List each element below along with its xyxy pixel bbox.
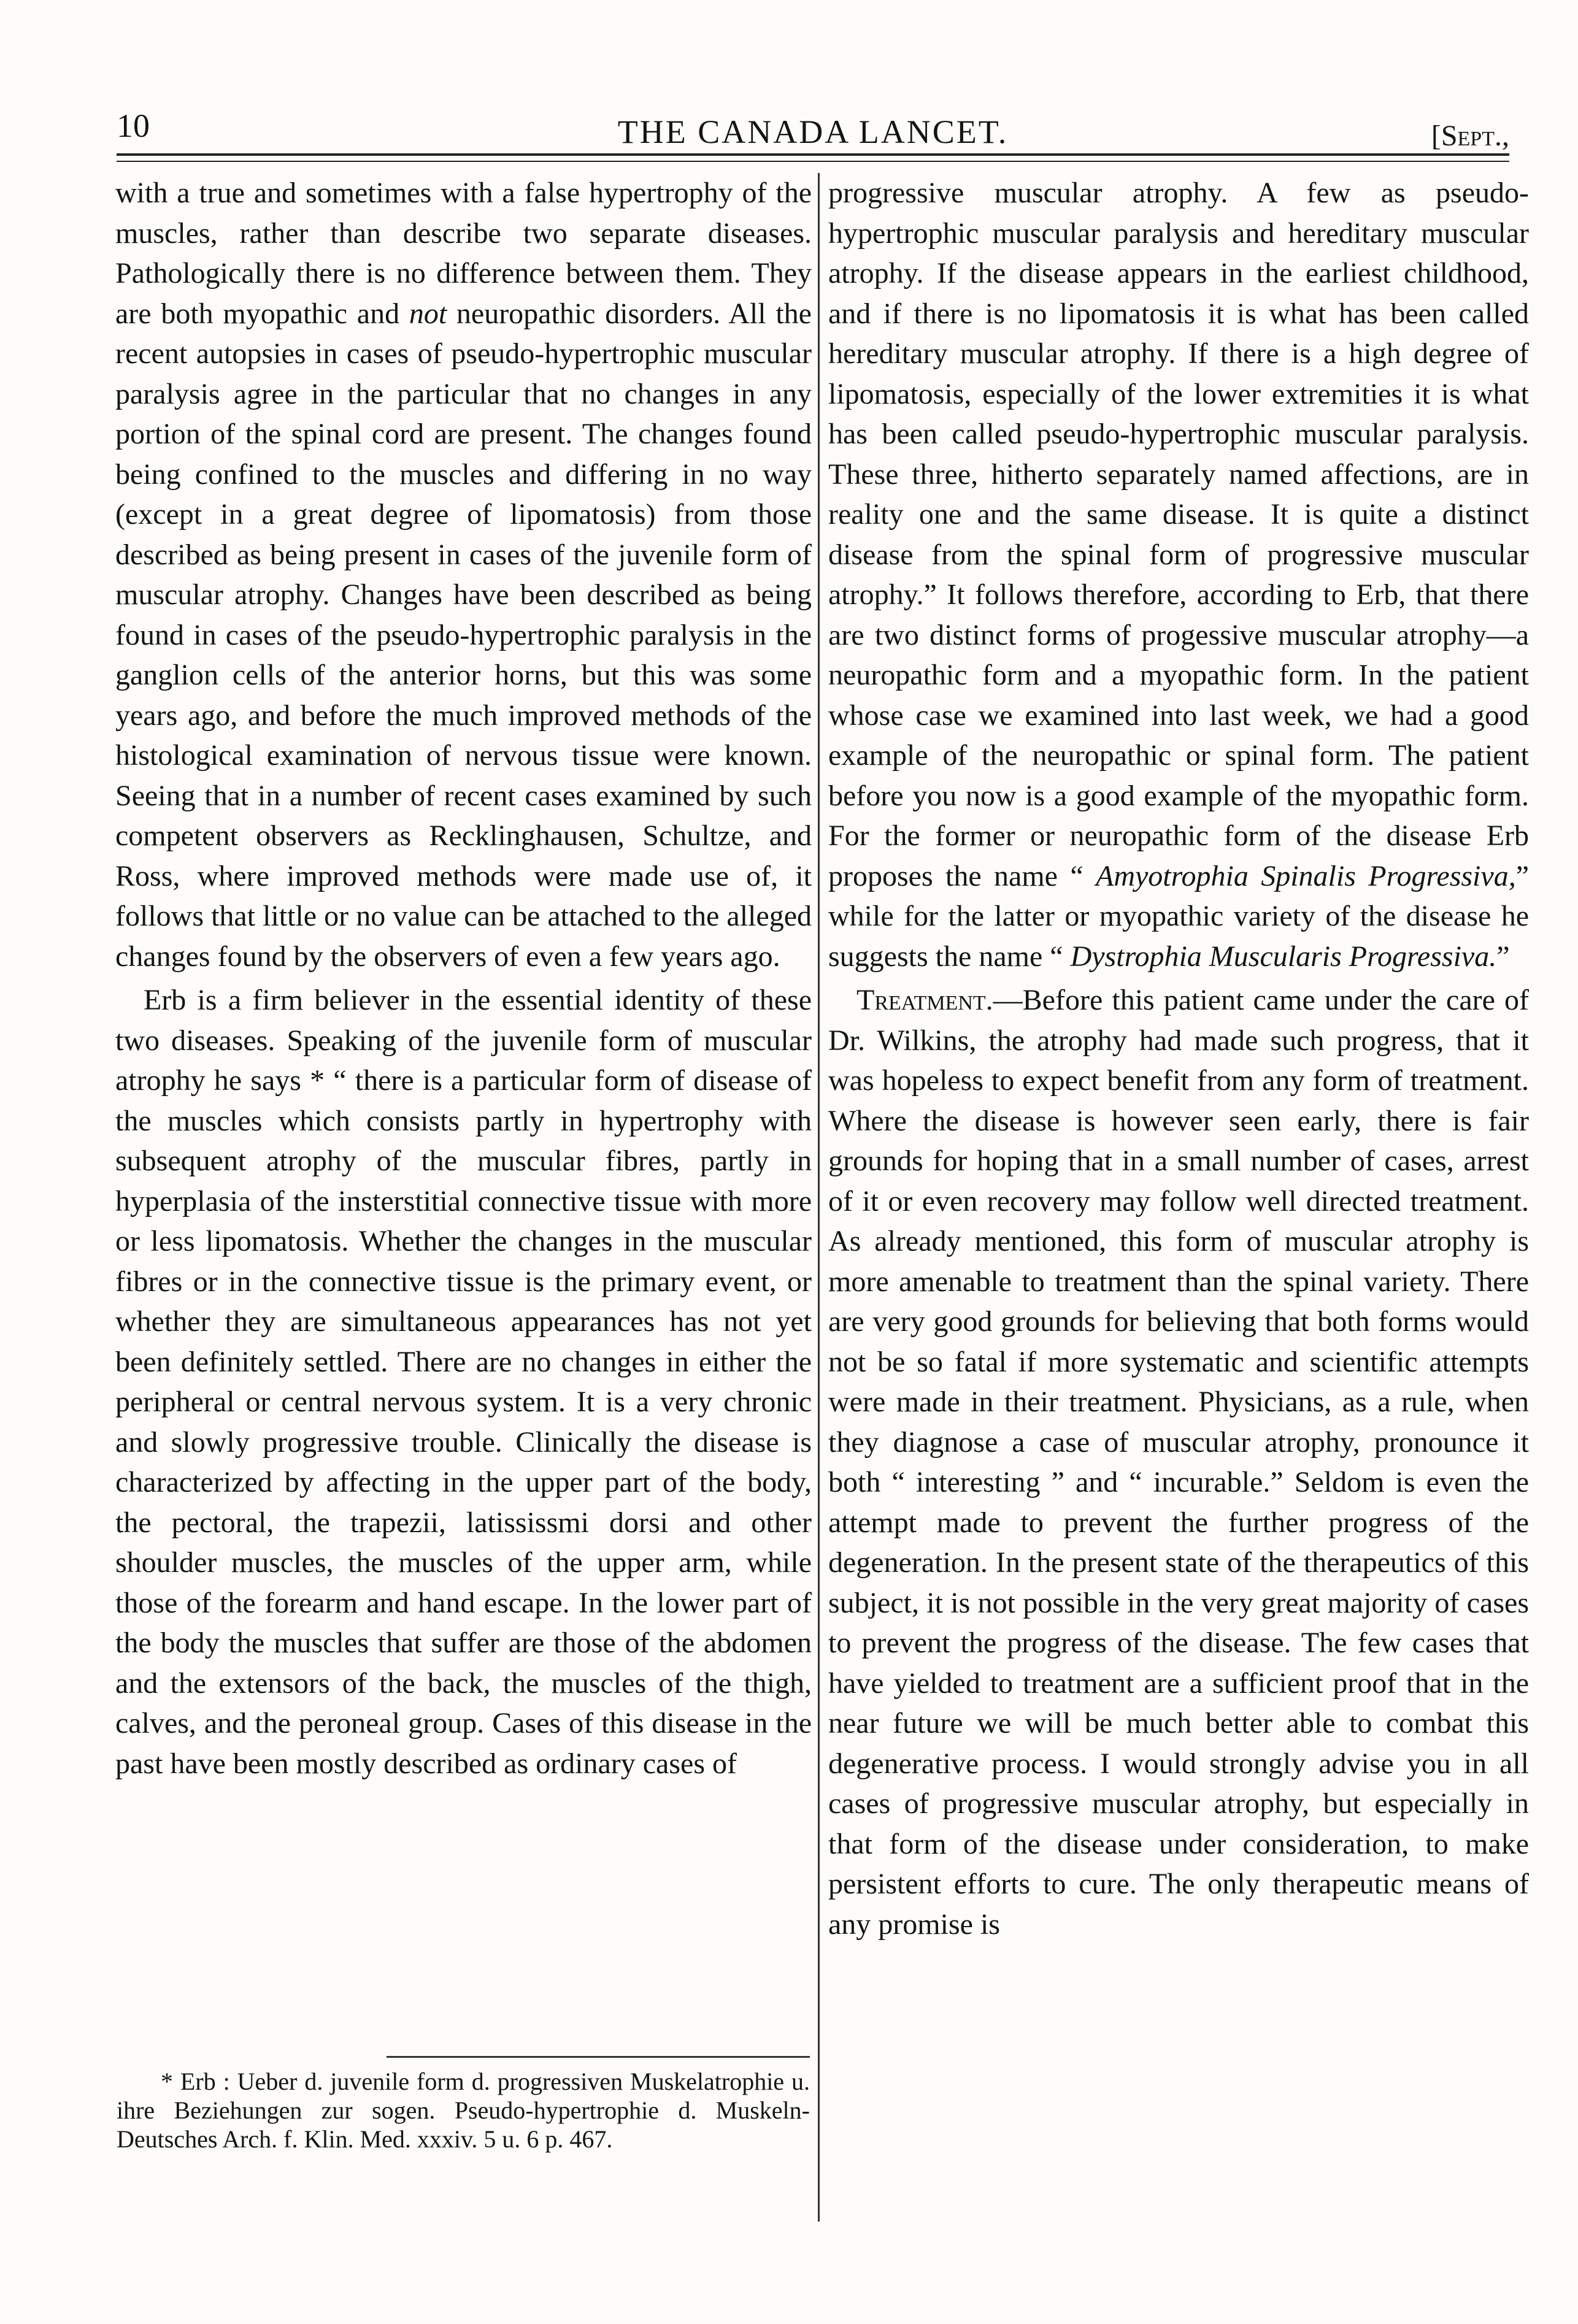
journal-title: THE CANADA LANCET. xyxy=(617,113,1009,150)
emphasis: Amyotrophia Spinalis Progressiva, xyxy=(1096,859,1516,892)
page-header xyxy=(117,104,1509,159)
header-rule-thick xyxy=(117,153,1509,156)
footnote-text: * Erb : Ueber d. juvenile form d. progressiven Muskelatrophie u. ihre Beziehungen zur sogen. Pseudo-hypertrophie d. Muskeln-Deutsches Arch. f. Klin. Med. xxxiv. 5 u. 6 p. 467. xyxy=(117,2068,810,2153)
footnote-rule xyxy=(387,2056,810,2058)
footnote xyxy=(117,2067,810,2153)
right-column xyxy=(828,173,1529,1944)
paragraph: with a true and sometimes with a false hypertrophy of the muscles, rather than describe two separate diseases. Pathologically there is no difference between them. They are both myopathic and not neuropathic disorders. All the recent autopsies in cases of pseudo-hypertrophic muscular paralysis agree in the particular that no changes in any portion of the spinal cord are present. The changes found being confined to the muscles and differing in no way (except in a great degree of lipomatosis) from those described as being present in cases of the juvenile form of muscular atrophy. Changes have been described as being found in cases of the pseudo-hypertrophic paralysis in the ganglion cells of the anterior horns, but this was some years ago, and before the much improved methods of the histological examination of nervous tissue were known. Seeing that in a number of recent cases examined by such competent observers as Recklinghausen, Schultze, and Ross, where improved methods were made use of, it follows that little or no value can be attached to the alleged changes found by the observers of even a few years ago. xyxy=(115,177,812,973)
paragraph: progressive muscular atrophy. A few as pseudo-hypertrophic muscular paralysis and hereditary muscular atrophy. If the disease appears in the earliest childhood, and if there is no lipomatosis it is what has been called hereditary muscular atrophy. If there is a high degree of lipomatosis, especially of the lower extremities it is what has been called pseudo-hypertrophic muscular paralysis. These three, hitherto separately named affections, are in reality one and the same disease. It is quite a distinct disease from the spinal form of progressive muscular atrophy.” It follows therefore, according to Erb, that there are two distinct forms of progessive muscular atrophy—a neuropathic form and a myopathic form. In the patient whose case we examined into last week, we had a good example of the neuropathic or spinal form. The patient before you now is a good example of the myopathic form. For the former or neuropathic form of the disease Erb proposes the name “ Amyotrophia Spinalis Progressiva,” while for the latter or myopathic variety of the disease he suggests the name “ Dystrophia Muscularis Progressiva.” xyxy=(828,177,1530,973)
section-lead: Treatment. xyxy=(856,984,993,1016)
page-number: 10 xyxy=(117,107,150,144)
header-rule-thin xyxy=(117,161,1509,162)
emphasis: not xyxy=(409,297,447,330)
emphasis: Dystrophia Muscularis Progressiva. xyxy=(1070,940,1497,973)
column-divider xyxy=(818,173,820,2222)
paragraph: Treatment.—Before this patient came under the care of Dr. Wilkins, the atrophy had made such progress, that it was hopeless to expect benefit from any form of treatment. Where the disease is however seen early, there is fair grounds for hoping that in a small number of cases, arrest of it or even recovery may follow well directed treatment. As already mentioned, this form of muscular atrophy is more amenable to treatment than the spinal variety. There are very good grounds for believing that both forms would not be so fatal if more systematic and scientific attempts were made in their treatment. Physicians, as a rule, when they diagnose a case of muscular atrophy, pronounce it both “ interesting ” and “ incurable.” Seldom is even the attempt made to prevent the further progress of the degeneration. In the present state of the therapeutics of this subject, it is not possible in the very great majority of cases to prevent the progress of the disease. The few cases that have yielded to treatment are a sufficient proof that in the near future we will be much better able to combat this degenerative process. I would strongly advise you in all cases of progressive muscular atrophy, but especially in that form of the disease under consideration, to make persistent efforts to cure. The only therapeutic means of any promise is xyxy=(828,984,1529,1941)
issue-month: [Sept., xyxy=(1431,120,1509,152)
left-column xyxy=(115,173,812,1784)
paragraph: Erb is a firm believer in the essential identity of these two diseases. Speaking of the juvenile form of muscular atrophy he says * “ there is a particular form of disease of the muscles which consists partly in hypertrophy with subsequent atrophy of the muscular fibres, partly in hyperplasia of the insterstitial connective tissue with more or less lipomatosis. Whether the changes in the muscular fibres or in the connective tissue is the primary event, or whether they are simultaneous appearances has not yet been definitely settled. There are no changes in either the peripheral or central nervous system. It is a very chronic and slowly progressive trouble. Clinically the disease is characterized by affecting in the upper part of the body, the pectoral, the trapezii, latississmi dorsi and other shoulder muscles, the muscles of the upper arm, while those of the forearm and hand escape. In the lower part of the body the muscles that suffer are those of the abdomen and the extensors of the back, the muscles of the thigh, calves, and the peroneal group. Cases of this disease in the past have been mostly described as ordinary cases of xyxy=(115,984,812,1780)
